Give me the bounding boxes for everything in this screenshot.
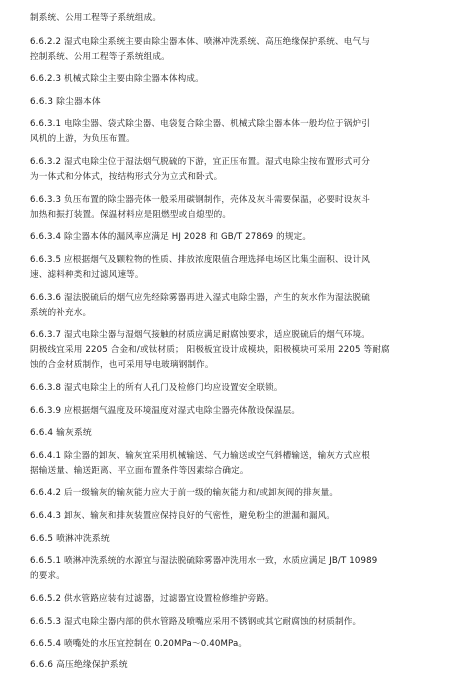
clause-6-6-3-8: 6.6.3.8 湿式电除尘上的所有人孔门及检修门均应设置安全联锁。 bbox=[30, 383, 283, 393]
clause-6-6-4-1: 6.6.4.1 除尘器的卸灰、输灰宜采用机械输送、气力输送或空气斜槽输送，输灰方式应根 bbox=[30, 451, 371, 461]
clause-6-6-4-2: 6.6.4.2 后一级输灰的输灰能力应大于前一级的输灰能力和/或卸灰阀的排灰量。 bbox=[30, 488, 339, 498]
clause-6-6-5-4: 6.6.5.4 喷嘴处的水压宜控制在 0.20MPa～0.40MPa。 bbox=[30, 639, 248, 649]
section-heading-6-6-4: 6.6.4 输灰系统 bbox=[30, 428, 92, 438]
clause-6-6-2-3: 6.6.2.3 机械式除尘主要由除尘器本体构成。 bbox=[30, 74, 204, 84]
clause-6-6-3-1: 6.6.3.1 电除尘器、袋式除尘器、电袋复合除尘器、机械式除尘器本体一般均位于锅炉引 bbox=[30, 119, 371, 129]
clause-6-6-5-1: 6.6.5.1 喷淋冲洗系统的水源宜与湿法脱硫除雾器冲洗用水一致，水质应满足 JB/T 10989 bbox=[30, 556, 378, 566]
section-heading-6-6-5: 6.6.5 喷淋冲洗系统 bbox=[30, 534, 110, 544]
clause-6-6-3-9: 6.6.3.9 应根据烟气温度及环境温度对湿式电除尘器壳体散设保温层。 bbox=[30, 406, 301, 416]
section-heading-6-6-3: 6.6.3 除尘器本体 bbox=[30, 97, 101, 107]
text-line: 蚀的合金材质制作，也可采用导电玻璃钢制作。 bbox=[30, 360, 214, 370]
text-line: 速、滤料种类和过滤风速等。 bbox=[30, 270, 144, 280]
clause-6-6-3-7: 6.6.3.7 湿式电除尘器与湿烟气接触的材质应满足耐腐蚀要求，适应脱硫后的烟气环境。 bbox=[30, 330, 371, 340]
clause-6-6-3-3: 6.6.3.3 负压布置的除尘器壳体一般采用碳钢制作，壳体及灰斗需要保温，必要时设灰斗 bbox=[30, 195, 371, 205]
text-line: 阴极线宜采用 2205 合金和/或钛材质； 阳极板宜设计成模块，阳极模块可采用 2205 等耐腐 bbox=[30, 345, 390, 355]
text-line: 的要求。 bbox=[30, 571, 65, 581]
clause-6-6-3-2: 6.6.3.2 湿式电除尘位于湿法烟气脱硫的下游，宜正压布置。湿式电除尘按布置形式可分 bbox=[30, 157, 371, 167]
clause-6-6-2-2: 6.6.2.2 湿式电除尘系统主要由除尘器本体、喷淋冲洗系统、高压绝缘保护系统、电气与 bbox=[30, 37, 371, 47]
text-line: 控制系统、公用工程等子系统组成。 bbox=[30, 52, 170, 62]
text-line: 据输送量、输送距离、平立面布置条件等因素综合确定。 bbox=[30, 466, 249, 476]
clause-6-6-5-2: 6.6.5.2 供水管路应装有过滤器，过滤器宜设置检修维护旁路。 bbox=[30, 594, 274, 604]
text-line: 系统的补充水。 bbox=[30, 308, 92, 318]
text-line: 风机的上游，为负压布置。 bbox=[30, 134, 135, 144]
clause-6-6-3-4: 6.6.3.4 除尘器本体的漏风率应满足 HJ 2028 和 GB/T 27869 的规定。 bbox=[30, 232, 312, 242]
clause-6-6-3-5: 6.6.3.5 应根据烟气及颗粒物的性质、排放浓度限值合理选择电场区比集尘面积、设计风 bbox=[30, 255, 371, 265]
clause-6-6-3-6: 6.6.3.6 湿法脱硫后的烟气应先经除雾器再进入湿式电除尘器，产生的灰水作为湿法脱硫 bbox=[30, 293, 371, 303]
text-line: 制系统、公用工程等子系统组成。 bbox=[30, 13, 162, 23]
section-heading-6-6-6: 6.6.6 高压绝缘保护系统 bbox=[30, 660, 128, 670]
clause-6-6-4-3: 6.6.4.3 卸灰、输灰和排灰装置应保持良好的气密性，避免粉尘的泄漏和漏风。 bbox=[30, 511, 336, 521]
clause-6-6-5-3: 6.6.5.3 湿式电除尘器内部的供水管路及喷嘴应采用不锈钢或其它耐腐蚀的材质制作。 bbox=[30, 617, 362, 627]
text-line: 为一体式和分体式，按结构形式分为立式和卧式。 bbox=[30, 172, 223, 182]
text-line: 加热和振打装置。保温材料应是阻燃型或自熄型的。 bbox=[30, 210, 232, 220]
